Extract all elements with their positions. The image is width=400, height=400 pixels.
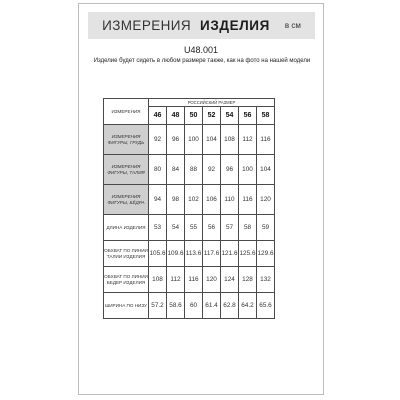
table-cell: 92 (149, 125, 167, 155)
table-cell: 96 (221, 155, 239, 185)
size-header-cell: 56 (239, 107, 257, 125)
table-cell: 64.2 (239, 293, 257, 319)
table-cell: 120 (257, 185, 275, 215)
table-row (104, 155, 275, 185)
table-cell: 116 (239, 185, 257, 215)
table-cell: 57 (221, 215, 239, 241)
row-label: ОБХВАТ ПО ЛИНИИ ТАЛИИ ИЗДЕЛИЯ (104, 241, 149, 267)
table-cell: 128 (239, 267, 257, 293)
table-cell: 96 (167, 125, 185, 155)
table-cell: 98 (167, 185, 185, 215)
table-cell: 113.6 (185, 241, 203, 267)
fit-note: Изделие будет сидеть в любом размере также, как на фото на нашей модели (93, 58, 311, 64)
table-cell: 116 (257, 125, 275, 155)
table-cell: 112 (239, 125, 257, 155)
table-cell: 58 (239, 215, 257, 241)
header-product-word: ИЗДЕЛИЯ (200, 18, 270, 33)
table-cell: 124 (221, 267, 239, 293)
row-label: ДЛИНА ИЗДЕЛИЯ (104, 215, 149, 241)
table-cell: 94 (149, 185, 167, 215)
row-label: ИЗМЕРЕНИЯ ФИГУРЫ, ТАЛИЯ (104, 155, 149, 185)
size-group-header: РОССИЙСКИЙ РАЗМЕР (149, 99, 275, 107)
table-cell: 53 (149, 215, 167, 241)
header-unit: в см (284, 21, 301, 30)
table-cell: 116 (185, 267, 203, 293)
table-cell: 88 (185, 155, 203, 185)
size-header-cell: 50 (185, 107, 203, 125)
size-header-cell: 58 (257, 107, 275, 125)
table-cell: 62.8 (221, 293, 239, 319)
table-cell: 56 (203, 215, 221, 241)
table-cell: 132 (257, 267, 275, 293)
table-cell: 125.6 (239, 241, 257, 267)
table-row (104, 215, 275, 241)
table-cell: 60 (185, 293, 203, 319)
size-chart-card (78, 3, 324, 395)
table-row (104, 267, 275, 293)
table-cell: 104 (257, 155, 275, 185)
table-cell: 108 (221, 125, 239, 155)
table-cell: 57.2 (149, 293, 167, 319)
table-cell: 65.6 (257, 293, 275, 319)
table-cell: 54 (167, 215, 185, 241)
size-header-cell: 54 (221, 107, 239, 125)
table-cell: 120 (203, 267, 221, 293)
size-header-cell: 48 (167, 107, 185, 125)
table-row (104, 125, 275, 155)
table-cell: 100 (185, 125, 203, 155)
table-cell: 104 (203, 125, 221, 155)
table-row (104, 241, 275, 267)
size-header-cell: 46 (149, 107, 167, 125)
table-cell: 100 (239, 155, 257, 185)
table-cell: 108 (149, 267, 167, 293)
table-row (104, 185, 275, 215)
table-cell: 105.6 (149, 241, 167, 267)
table-cell: 129.6 (257, 241, 275, 267)
table-cell: 106 (203, 185, 221, 215)
size-table (103, 98, 275, 319)
table-cell: 84 (167, 155, 185, 185)
article-code: U48.001 (183, 45, 219, 55)
size-header-cell: 52 (203, 107, 221, 125)
header-measurements-word: ИЗМЕРЕНИЯ (102, 18, 192, 33)
table-cell: 92 (203, 155, 221, 185)
table-cell: 121.6 (221, 241, 239, 267)
table-corner-label: ИЗМЕРЕНИЯ (104, 99, 149, 125)
row-label: ИЗМЕРЕНИЯ ФИГУРЫ, ГРУДЬ (104, 125, 149, 155)
row-label: ШИРИНА ПО НИЗУ (104, 293, 149, 319)
table-cell: 80 (149, 155, 167, 185)
table-cell: 58.6 (167, 293, 185, 319)
chart-header (88, 12, 315, 39)
table-cell: 110 (221, 185, 239, 215)
table-cell: 109.6 (167, 241, 185, 267)
table-cell: 55 (185, 215, 203, 241)
row-label: ИЗМЕРЕНИЯ ФИГУРЫ, БЁДРА (104, 185, 149, 215)
table-cell: 117.6 (203, 241, 221, 267)
table-cell: 112 (167, 267, 185, 293)
table-cell: 59 (257, 215, 275, 241)
row-label: ОБХВАТ ПО ЛИНИИ БЕДЕР ИЗДЕЛИЯ (104, 267, 149, 293)
table-row (104, 293, 275, 319)
table-cell: 61.4 (203, 293, 221, 319)
table-cell: 102 (185, 185, 203, 215)
